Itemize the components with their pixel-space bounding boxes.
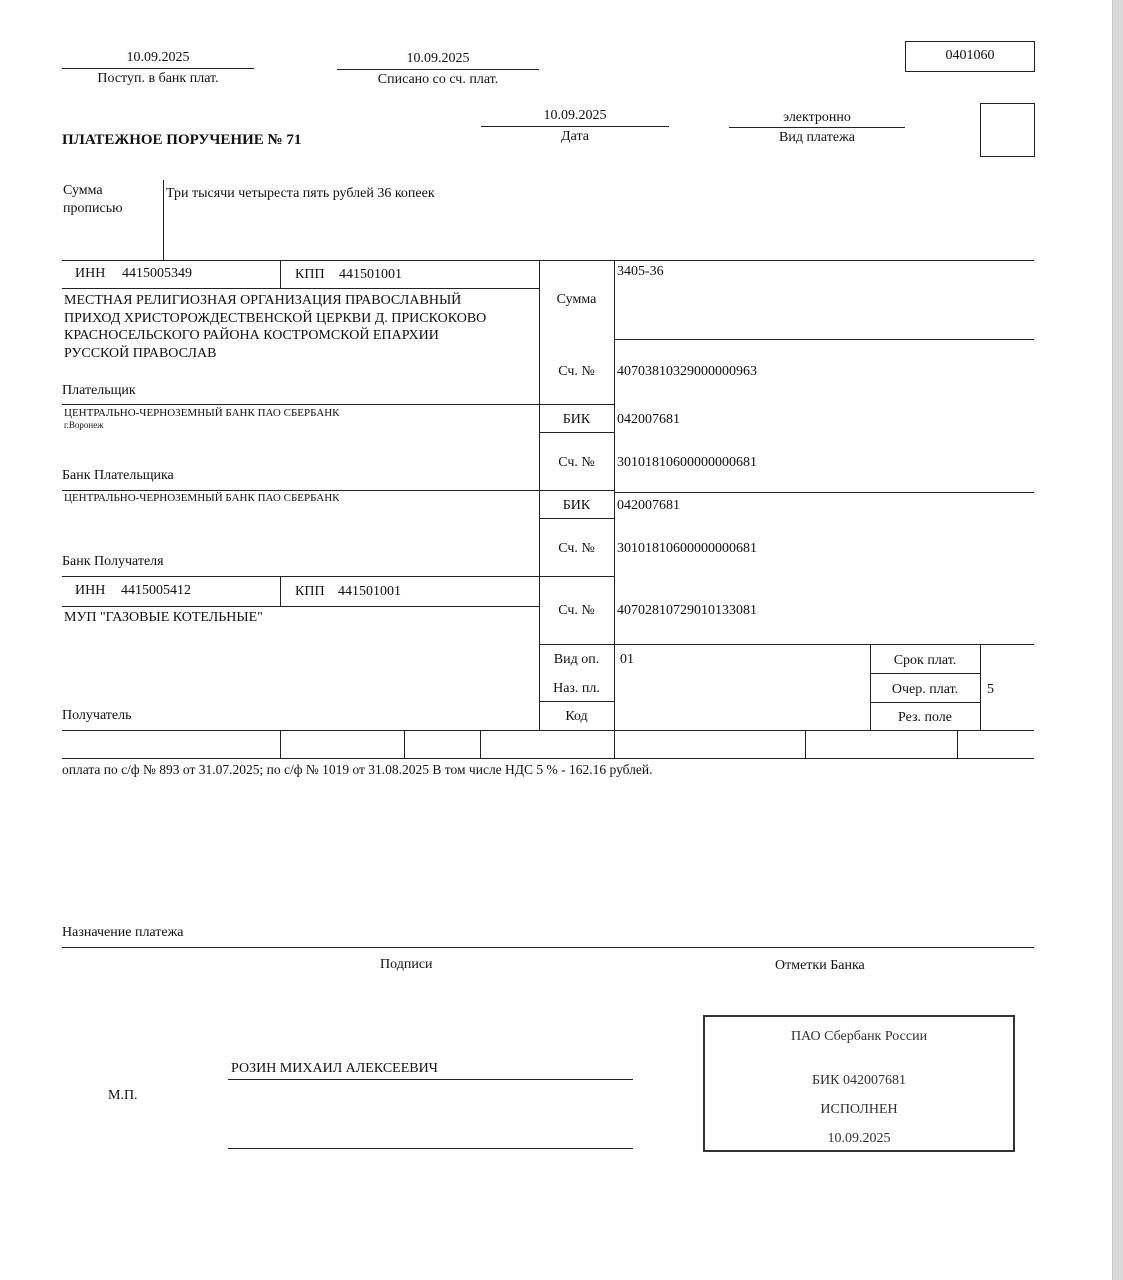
payer-bank-name: ЦЕНТРАЛЬНО-ЧЕРНОЗЕМНЫЙ БАНК ПАО СБЕРБАНК bbox=[64, 407, 340, 419]
payee-kpp-label: КПП bbox=[295, 584, 325, 599]
payee-bik-top-line bbox=[539, 490, 614, 491]
bank-receipt-line bbox=[62, 68, 254, 69]
due-label: Срок плат. bbox=[893, 653, 957, 668]
payer-bik-bottom-line bbox=[539, 432, 614, 433]
payee-account-label: Сч. № bbox=[558, 603, 595, 618]
code-label: Код bbox=[565, 709, 588, 724]
purpose-text: оплата по с/ф № 893 от 31.07.2025; по с/ф № 1019 от 31.08.2025 В том числе НДС 5 % - 162.16 рублей. bbox=[62, 762, 653, 777]
amount-words-label-line2: прописью bbox=[63, 201, 123, 216]
stamp-bik: БИК 042007681 bbox=[812, 1073, 906, 1088]
payer-bank-bik: 042007681 bbox=[617, 412, 680, 427]
payer-name-line-2: ПРИХОД ХРИСТОРОЖДЕСТВЕНСКОЙ ЦЕРКВИ Д. ПРИСКОКОВО bbox=[64, 310, 487, 326]
bank-stamp bbox=[703, 1015, 1015, 1152]
payee-kpp: 441501001 bbox=[338, 584, 401, 599]
order-date-line bbox=[481, 126, 669, 127]
form-code-box bbox=[905, 41, 1035, 72]
payee-bank-label: Банк Получателя bbox=[62, 554, 164, 569]
purpose-bottom-line bbox=[62, 947, 1034, 948]
budget-row-bottom-line bbox=[62, 758, 1034, 759]
payer-inn-kpp-divider bbox=[280, 260, 281, 288]
debited-date: 10.09.2025 bbox=[406, 51, 470, 66]
stamp-bank-name: ПАО Сбербанк России bbox=[790, 1029, 928, 1044]
signatures-label: Подписи bbox=[380, 957, 433, 972]
amount-bottom-line bbox=[614, 339, 1034, 340]
code-top-line bbox=[539, 701, 614, 702]
payee-account: 40702810729010133081 bbox=[617, 603, 757, 618]
budget-cell-divider-1 bbox=[280, 730, 281, 758]
payer-inn: 4415005349 bbox=[122, 266, 192, 281]
table-top-line bbox=[62, 260, 1034, 261]
payer-inn-label: ИНН bbox=[75, 266, 106, 281]
payee-bank-name: ЦЕНТРАЛЬНО-ЧЕРНОЗЕМНЫЙ БАНК ПАО СБЕРБАНК bbox=[64, 492, 340, 504]
payer-account-label: Сч. № bbox=[558, 364, 595, 379]
amount-label: Сумма bbox=[556, 292, 597, 307]
payee-bik-bottom-line bbox=[539, 518, 614, 519]
payer-name-line-3: КРАСНОСЕЛЬСКОГО РАЙОНА КОСТРОМСКОЙ ЕПАРХИИ bbox=[64, 328, 439, 343]
payee-bank-account: 30101810600000000681 bbox=[617, 541, 757, 556]
signer-name: РОЗИН МИХАИЛ АЛЕКСЕЕВИЧ bbox=[231, 1061, 438, 1076]
payer-bik-label: БИК bbox=[562, 412, 591, 427]
payer-bottom-line bbox=[62, 404, 539, 405]
signature-line-2 bbox=[228, 1148, 633, 1149]
priority-label: Очер. плат. bbox=[891, 682, 959, 697]
stamp-status: ИСПОЛНЕН bbox=[820, 1102, 898, 1117]
codes-divider-2 bbox=[980, 644, 981, 730]
budget-cell-divider-3 bbox=[480, 730, 481, 758]
payment-type-label: Вид платежа bbox=[778, 130, 855, 145]
payer-bank-bottom-line bbox=[62, 490, 539, 491]
reserve-top-line bbox=[870, 702, 980, 703]
payee-account-top-line bbox=[539, 576, 614, 577]
payer-bank-city: г.Воронеж bbox=[64, 420, 104, 430]
debited-label: Списано со сч. плат. bbox=[377, 72, 499, 87]
payer-bank-account: 30101810600000000681 bbox=[617, 455, 757, 470]
bank-marks-label: Отметки Банка bbox=[775, 958, 865, 973]
budget-row-top-line bbox=[62, 730, 1034, 731]
amount-value: 3405-36 bbox=[617, 264, 664, 279]
op-type-top-line bbox=[539, 644, 614, 645]
label-column-right-border bbox=[614, 260, 615, 730]
form-code: 0401060 bbox=[945, 48, 995, 63]
payer-kpp: 441501001 bbox=[339, 267, 402, 282]
budget-cell-divider-5 bbox=[805, 730, 806, 758]
payer-bank-label: Банк Плательщика bbox=[62, 468, 174, 483]
purpose-label: Назначение платежа bbox=[62, 925, 184, 940]
payee-bank-account-label: Сч. № bbox=[558, 541, 595, 556]
order-title: ПЛАТЕЖНОЕ ПОРУЧЕНИЕ № 71 bbox=[62, 132, 302, 148]
payer-inn-row-line bbox=[62, 288, 539, 289]
payment-type-line bbox=[729, 127, 905, 128]
stamp-label: М.П. bbox=[108, 1088, 138, 1103]
payer-bik-top-line bbox=[539, 404, 614, 405]
op-type-value: 01 bbox=[620, 652, 634, 667]
due-bottom-line bbox=[870, 673, 980, 674]
payee-label: Получатель bbox=[62, 708, 132, 723]
payee-bank-bik: 042007681 bbox=[617, 498, 680, 513]
codes-top-line bbox=[614, 644, 1034, 645]
payer-bank-account-label: Сч. № bbox=[558, 455, 595, 470]
amount-words-divider bbox=[163, 180, 164, 260]
payee-inn-label: ИНН bbox=[75, 583, 106, 598]
empty-code-box bbox=[980, 103, 1035, 157]
budget-cell-divider-2 bbox=[404, 730, 405, 758]
priority-value: 5 bbox=[987, 682, 994, 697]
order-date: 10.09.2025 bbox=[543, 108, 607, 123]
purpose-code-label: Наз. пл. bbox=[553, 681, 600, 696]
payee-inn-kpp-divider bbox=[280, 576, 281, 606]
payer-name-line-1: МЕСТНАЯ РЕЛИГИОЗНАЯ ОРГАНИЗАЦИЯ ПРАВОСЛАВНЫЙ bbox=[64, 293, 462, 308]
debited-line bbox=[337, 69, 539, 70]
op-type-label: Вид оп. bbox=[553, 652, 600, 667]
amount-words-value: Три тысячи четыреста пять рублей 36 копеек bbox=[166, 186, 435, 201]
amount-words-label-line1: Сумма bbox=[63, 183, 103, 198]
payer-kpp-label: КПП bbox=[295, 267, 325, 282]
payment-type: электронно bbox=[783, 110, 851, 125]
payer-label: Плательщик bbox=[62, 383, 136, 398]
payee-name: МУП "ГАЗОВЫЕ КОТЕЛЬНЫЕ" bbox=[64, 610, 263, 625]
signature-line-1 bbox=[228, 1079, 633, 1080]
reserve-label: Рез. поле bbox=[897, 710, 953, 725]
payer-bank-value-line bbox=[614, 492, 1034, 493]
payee-inn-row-line bbox=[62, 606, 539, 607]
budget-cell-divider-6 bbox=[957, 730, 958, 758]
budget-cell-divider-4 bbox=[614, 730, 615, 758]
payee-bank-bottom-line bbox=[62, 576, 539, 577]
payee-inn: 4415005412 bbox=[121, 583, 191, 598]
payer-name-line-4: РУССКОЙ ПРАВОСЛАВ bbox=[64, 345, 217, 361]
payer-account: 40703810329000000963 bbox=[617, 364, 757, 379]
order-date-label: Дата bbox=[561, 129, 589, 144]
payee-bik-label: БИК bbox=[562, 498, 591, 513]
stamp-date: 10.09.2025 bbox=[827, 1131, 891, 1146]
bank-receipt-label: Поступ. в банк плат. bbox=[97, 71, 219, 86]
bank-receipt-date: 10.09.2025 bbox=[126, 50, 190, 65]
